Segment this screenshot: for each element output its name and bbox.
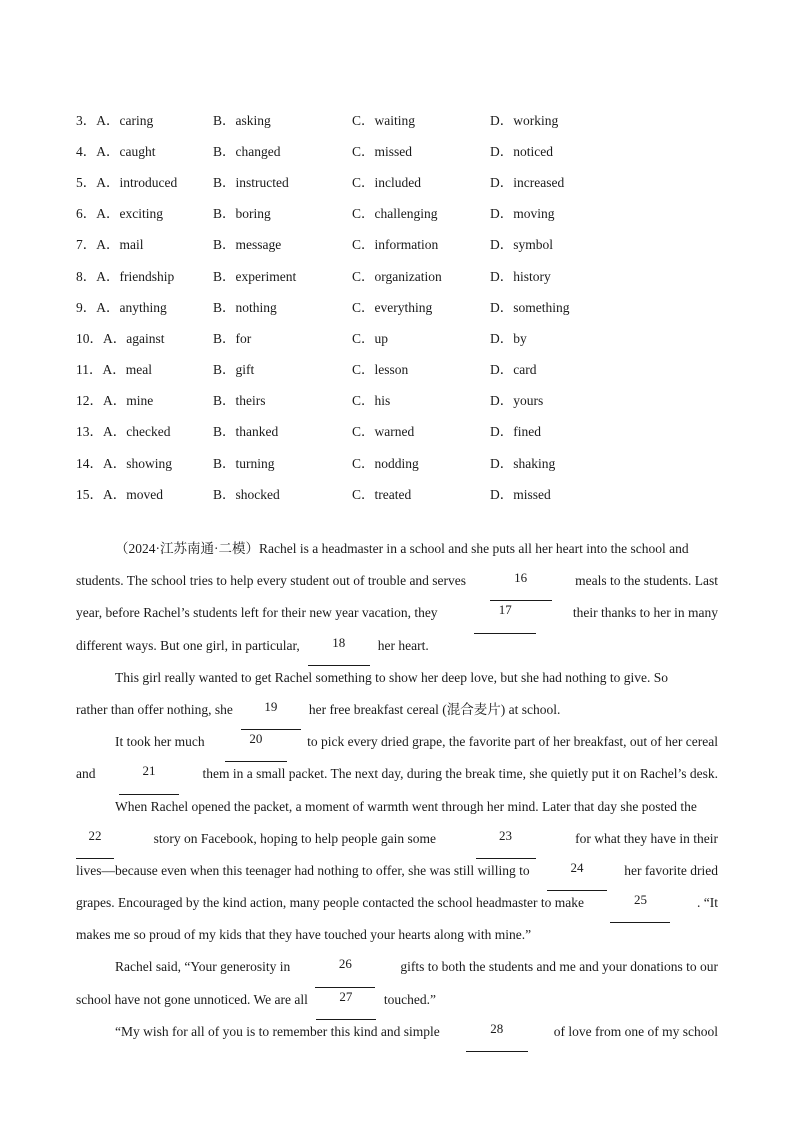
option-b: B．message: [213, 237, 282, 253]
option-a: 15．A．moved: [76, 486, 163, 502]
option-c: C．nodding: [352, 455, 419, 471]
question-row-15: [76, 477, 736, 508]
question-row-11: [76, 353, 736, 384]
option-c: C．information: [352, 237, 439, 253]
option-c: C．waiting: [352, 112, 415, 128]
option-b: B．boring: [213, 206, 271, 222]
blank-25: 25: [610, 892, 670, 923]
option-b: B．changed: [213, 143, 281, 159]
passage-line: grapes. Encouraged by the kind action, many people contacted the school headmaster to make 25 . “It: [76, 891, 718, 923]
passage-line: “My wish for all of you is to remember this kind and simple 28 of love from one of my school: [76, 1020, 718, 1052]
passage-line: and 21 them in a small packet. The next day, during the break time, she quietly put it on Rachel’s desk.: [76, 762, 718, 794]
option-d: D．shaking: [490, 455, 556, 471]
question-row-4: [76, 134, 736, 165]
passage-line: different ways. But one girl, in particular, 18 her heart.: [76, 634, 718, 666]
option-d: D．symbol: [490, 237, 554, 253]
cloze-passage: [76, 537, 718, 1052]
blank-16: 16: [490, 570, 552, 601]
blank-24: 24: [547, 860, 607, 891]
answer-options-list: [76, 103, 736, 508]
option-c: C．treated: [352, 486, 412, 502]
option-a: 13．A．checked: [76, 424, 171, 440]
option-c: C．warned: [352, 424, 415, 440]
option-b: B．instructed: [213, 174, 289, 190]
blank-28: 28: [466, 1021, 528, 1052]
option-a: 11．A．meal: [76, 362, 152, 378]
option-b: B．asking: [213, 112, 271, 128]
blank-27: 27: [316, 989, 376, 1020]
option-a: 10．A．against: [76, 330, 165, 346]
option-a: 6．A．exciting: [76, 206, 163, 222]
passage-line: students. The school tries to help every student out of trouble and serves 16 meals to the students. Last: [76, 569, 718, 601]
passage-line: school have not gone unnoticed. We are all 27 touched.”: [76, 988, 718, 1020]
option-c: C．up: [352, 330, 389, 346]
option-b: B．theirs: [213, 393, 266, 409]
option-d: D．working: [490, 112, 559, 128]
blank-19: 19: [241, 699, 301, 730]
blank-21: 21: [119, 763, 179, 794]
option-c: C．everything: [352, 299, 433, 315]
option-a: 4．A．caught: [76, 143, 156, 159]
option-b: B．shocked: [213, 486, 280, 502]
option-d: D．yours: [490, 393, 544, 409]
option-c: C．missed: [352, 143, 413, 159]
option-c: C．included: [352, 174, 421, 190]
option-d: D．something: [490, 299, 570, 315]
question-row-7: [76, 228, 736, 259]
option-c: C．his: [352, 393, 391, 409]
question-row-9: [76, 290, 736, 321]
option-b: B．experiment: [213, 268, 297, 284]
option-d: D．increased: [490, 174, 565, 190]
option-b: B．turning: [213, 455, 275, 471]
question-row-8: [76, 259, 736, 290]
blank-22: 22: [76, 828, 114, 859]
question-row-13: [76, 415, 736, 446]
option-b: B．thanked: [213, 424, 279, 440]
passage-line: 22 story on Facebook, hoping to help people gain some 23 for what they have in their: [76, 827, 718, 859]
option-b: B．for: [213, 330, 252, 346]
question-row-3: [76, 103, 736, 134]
option-a: 8．A．friendship: [76, 268, 175, 284]
passage-line: When Rachel opened the packet, a moment of warmth went through her mind. Later that day she posted the: [115, 798, 697, 814]
blank-18: 18: [308, 635, 370, 666]
option-d: D．card: [490, 362, 537, 378]
passage-line: lives—because even when this teenager had nothing to offer, she was still willing to 24 her favorite dried: [76, 859, 718, 891]
option-d: D．moving: [490, 206, 555, 222]
option-d: D．by: [490, 330, 527, 346]
option-a: 5．A．introduced: [76, 174, 178, 190]
passage-line: This girl really wanted to get Rachel something to show her deep love, but she had nothing to give. So: [115, 669, 669, 685]
option-a: 14．A．showing: [76, 455, 173, 471]
blank-20: 20: [225, 731, 287, 762]
option-c: C．challenging: [352, 206, 438, 222]
option-d: D．history: [490, 268, 551, 284]
option-d: D．fined: [490, 424, 541, 440]
option-a: 9．A．anything: [76, 299, 167, 315]
passage-line: （2024·江苏南通·二模）Rachel is a headmaster in a school and she puts all her heart into the school and: [115, 541, 689, 556]
option-b: B．nothing: [213, 299, 277, 315]
option-c: C．lesson: [352, 362, 409, 378]
option-a: 7．A．mail: [76, 237, 144, 253]
passage-line: year, before Rachel’s students left for their new year vacation, they 17 their thanks to her in many: [76, 601, 718, 633]
option-b: B．gift: [213, 362, 255, 378]
option-a: 12．A．mine: [76, 393, 154, 409]
question-row-5: [76, 165, 736, 196]
question-row-10: [76, 321, 736, 352]
blank-26: 26: [315, 956, 375, 987]
option-c: C．organization: [352, 268, 442, 284]
option-d: D．noticed: [490, 143, 553, 159]
passage-line: rather than offer nothing, she 19 her free breakfast cereal (混合麦片) at school.: [76, 698, 718, 730]
option-a: 3．A．caring: [76, 112, 154, 128]
passage-line: makes me so proud of my kids that they have touched your hearts along with mine.”: [76, 927, 532, 943]
option-d: D．missed: [490, 486, 551, 502]
blank-23: 23: [476, 828, 536, 859]
blank-17: 17: [474, 602, 536, 633]
question-row-14: [76, 446, 736, 477]
passage-line: Rachel said, “Your generosity in 26 gifts to both the students and me and your donations to our: [76, 955, 718, 987]
passage-line: It took her much 20 to pick every dried grape, the favorite part of her breakfast, out of her cereal: [76, 730, 718, 762]
question-row-6: [76, 197, 736, 228]
question-row-12: [76, 384, 736, 415]
